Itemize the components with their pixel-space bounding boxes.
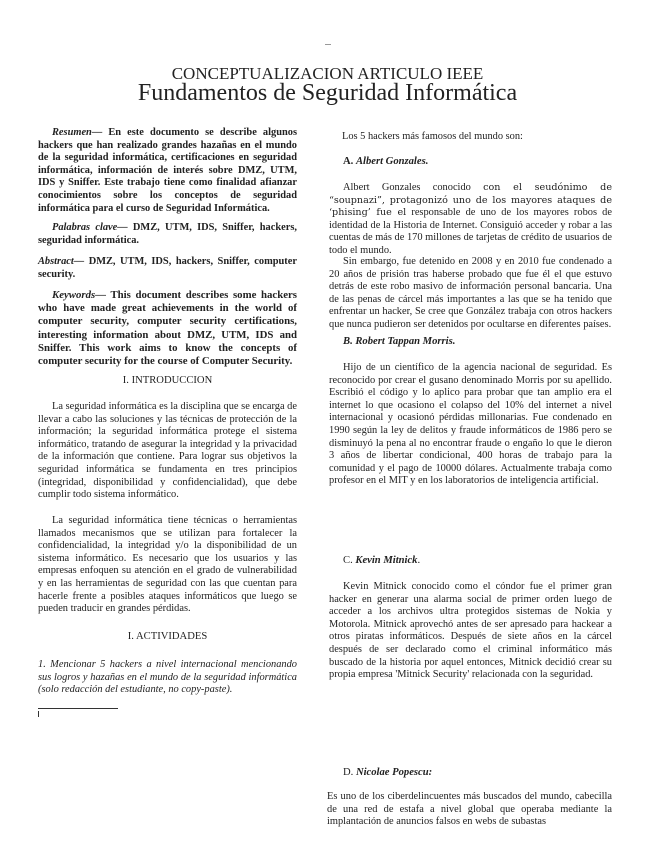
- subsection-c-prefix: C.: [343, 555, 356, 566]
- gonzales-text-end: responsable de uno de los mayores robos de identidad de la Historia de Internet. Consiguió acceder y robar a las cuentas de más de 170 millones de tarjetas de crédito de usuarios de todo el mundo.: [329, 207, 612, 256]
- resumen-paragraph: [38, 127, 297, 215]
- intro-paragraph-2: La seguridad informática tiene técnicas o herramientas llamados mecanismos que se utilizan para fortalecer la confidencialidad, la integridad y/o la disponibilidad de un sistema informático. Es necesario que los usuarios y las empresas enfoquen su atención en el grado de vulnerabilidad y en las herramientas de seguridad con las que cuentan para hacerle frente a posibles ataques informáticos que luego se pueden traducir en grandes pérdidas.: [38, 515, 297, 615]
- subsection-c-name: Kevin Mitnick: [355, 555, 418, 566]
- gonzales-paragraph-1: [329, 182, 612, 258]
- subsection-c-heading: [343, 555, 626, 568]
- popescu-paragraph: Es uno de los ciberdelincuentes más buscados del mundo, cabecilla de una red de estafa a nivel global que operaba mediante la implantación de anuncios falsos en webs de subastas: [327, 791, 612, 828]
- header-mark: [325, 44, 331, 45]
- palabras-clave-label: Palabras clave—: [52, 222, 128, 233]
- gonzales-text-highlight: con el seudónimo de “soupnazi”, protagonizó uno de los mayores ataques de ‘phising’ fue el: [329, 182, 612, 219]
- footnote-mark: [38, 711, 39, 717]
- subsection-d-name: Nicolae Popescu:: [355, 767, 433, 778]
- footnote-divider: [38, 708, 118, 709]
- keywords-paragraph: [38, 289, 297, 368]
- document-subtitle: Fundamentos de Seguridad Informática: [137, 80, 518, 106]
- abstract-label: Abstract—: [38, 256, 85, 267]
- resumen-text: En este documento se describe algunos hackers que han realizado grandes hazañas en el mundo de la seguridad informática, certificaciones en seguridad informática, información de interés sobre DMZ, UTM, IDS y Sniffer. Este trabajo tiene como finalidad afianzar conocimientos sobre los conceptos de seguridad informática para el curso de Seguridad Informática.: [38, 127, 297, 214]
- subsection-b-heading: B. Robert Tappan Morris.: [343, 336, 456, 347]
- subsection-a-heading: [343, 156, 626, 169]
- abstract-paragraph: [38, 256, 297, 281]
- gonzales-paragraph-2: Sin embargo, fue detenido en 2008 y en 2010 fue condenado a 20 años de prisión tras haberse probado que fue él el que estuvo detrás de este robo masivo de información personal bancaria. Una de las penas de cárcel más importantes a las que se ha tenido que enfrentar un hacker, Se cree que González trabaja con otros hackers que nunca pudieron ser detenidos por ocultarse en diferentes países.: [329, 256, 612, 330]
- keywords-label: Keywords—: [52, 289, 106, 301]
- resumen-label: Resumen—: [52, 127, 103, 138]
- hackers-intro: Los 5 hackers más famosos del mundo son:: [342, 131, 523, 142]
- subsection-d-prefix: D.: [343, 767, 356, 778]
- mitnick-paragraph: Kevin Mitnick conocido como el cóndor fue el primer gran hacker en generar una alarma social de primer orden luego de acceder a los archivos ultra protegidos sistemas de Nokia y Motorola. Mitnick aprovechó antes de ser apresado para hackear a otros piratas informáticos. Después de siete años en la cárcel después de ser declarado como el criminal informático más buscado de la historia por aquel entonces, Mitnick decidió crear su propia empresa 'Mitnick Security' relacionada con la seguridad.: [329, 581, 612, 681]
- gonzales-text-start: Albert Gonzales conocido: [343, 182, 484, 193]
- subsection-d-heading: [343, 767, 626, 780]
- activity-item-1: 1. Mencionar 5 hackers a nivel internacional mencionando sus logros y hazañas en el mundo de la seguridad informática (solo redacción del estudiante, no copy-paste).: [38, 659, 297, 696]
- intro-paragraph-1: La seguridad informática es la disciplina que se encarga de llevar a cabo las soluciones y las técnicas de protección de la información; la seguridad informática protege el sistema informático, tratando de asegurar la integridad y la privacidad de la información que contiene. Para lograr sus objetivos la seguridad informática se fundamenta en tres principios (integridad, disponibilidad y confidencialidad), que debe cumplir todo sistema informático.: [38, 401, 297, 501]
- subsection-a-name: Albert Gonzales.: [355, 156, 429, 167]
- abstract-text: DMZ, UTM, IDS, hackers, Sniffer, computer security.: [38, 256, 297, 280]
- palabras-clave-paragraph: [38, 222, 297, 247]
- morris-paragraph: Hijo de un científico de la agencia nacional de seguridad. Es reconocido por crear el gusano denominado Morris por su apellido. Escribió el código y lo aplico para probar que tan amplio era el internet lo que ocasiono el colapso del 10% del internet a nivel internacional y ocasionó pérdidas millonarias. Fue condenado en 1990 según la ley de delitos y fraude informáticos de 1986 pero se disminuyó la pena al no encontrar fraude o engaño lo que le dieron 3 años de libertar condicional, 400 horas de trabajo para la comunidad y el pago de 10000 dólares. Actualmente trabaja como profesor en el MIT y en los laboratorios de inteligencia artificial.: [329, 362, 612, 487]
- palabras-clave-text: DMZ, UTM, IDS, Sniffer, hackers, seguridad informática.: [38, 222, 297, 246]
- subsection-a-prefix: A.: [343, 156, 356, 167]
- document-title: CONCEPTUALIZACION ARTICULO IEEE: [171, 64, 484, 83]
- subsection-c-suffix: .: [417, 555, 421, 566]
- section-heading-introduccion: I. INTRODUCCION: [122, 375, 213, 386]
- section-heading-actividades: I. ACTIVIDADES: [127, 631, 208, 642]
- keywords-text: This document describes some hackers who have made great achievements in the world of computer security, computer security certifications, interesting information about DMZ, UTM, IDS and Sniffer. This work aims to know the concepts of computer security for the course of Computer Security.: [38, 289, 297, 368]
